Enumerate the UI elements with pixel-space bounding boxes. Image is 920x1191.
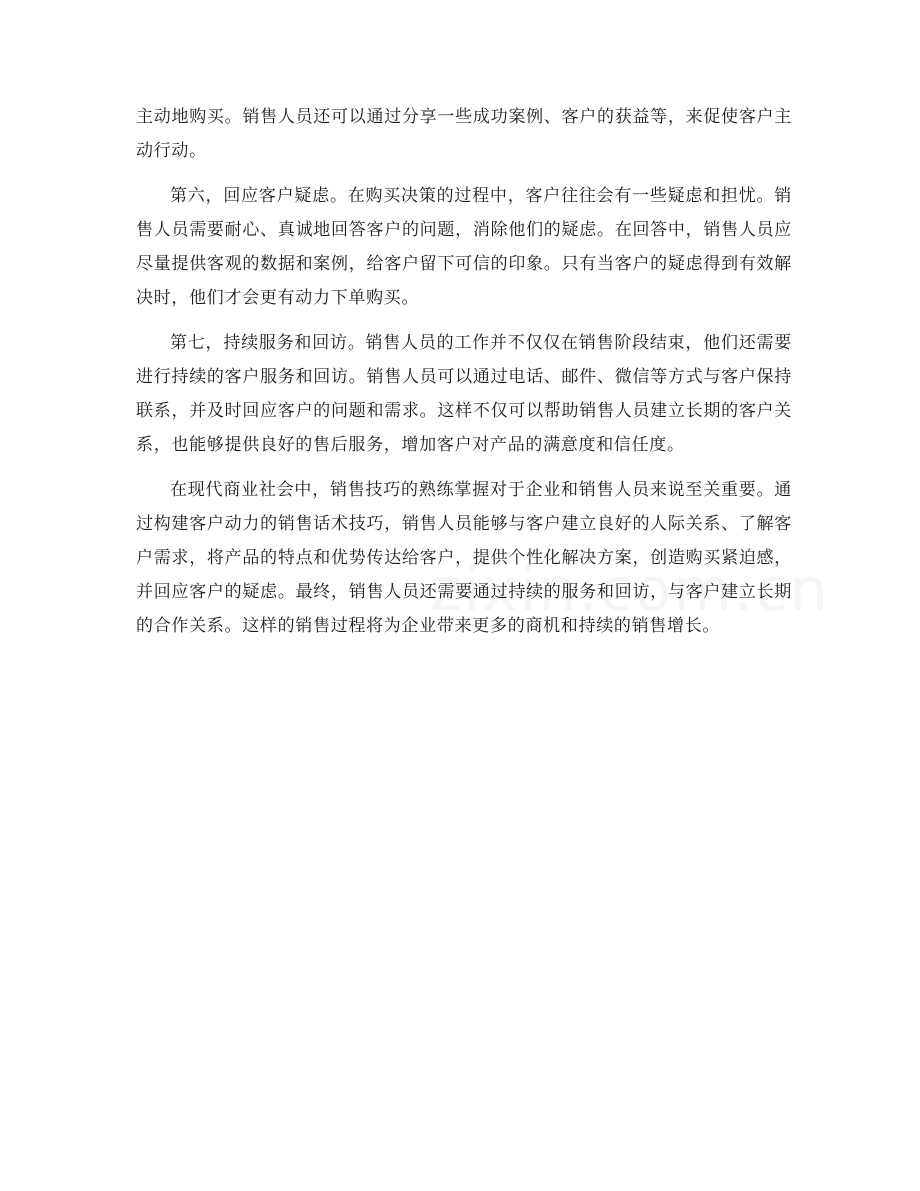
paragraph-step-seven: 第七，持续服务和回访。销售人员的工作并不仅仅在销售阶段结束，他们还需要进行持续的客户服务和回访。销售人员可以通过电话、邮件、微信等方式与客户保持联系，并及时回应客户的问题和需求。这样不仅可以帮助销售人员建立长期的客户关系，也能够提供良好的售后服务，增加客户对产品的满意度和信任度。 (136, 333, 792, 455)
watermark (430, 555, 830, 625)
paragraph-step-six: 第六，回应客户疑虑。在购买决策的过程中，客户往往会有一些疑虑和担忧。销售人员需要耐心、真诚地回答客户的问题，消除他们的疑虑。在回答中，销售人员应尽量提供客观的数据和案例，给客户留下可信的印象。只有当客户的疑虑得到有效解决时，他们才会更有动力下单购买。 (136, 186, 792, 308)
paragraph-continuation: 主动地购买。销售人员还可以通过分享一些成功案例、客户的获益等，来促使客户主动行动。 (136, 107, 792, 161)
paragraph-conclusion: 在现代商业社会中，销售技巧的熟练掌握对于企业和销售人员来说至关重要。通过构建客户动力的销售话术技巧，销售人员能够与客户建立良好的人际关系、了解客户需求，将产品的特点和优势传达给客户，提供个性化解决方案，创造购买紧迫感，并回应客户的疑虑。最终，销售人员还需要通过持续的服务和回访，与客户建立长期的合作关系。这样的销售过程将为企业带来更多的商机和持续的销售增长。 (136, 480, 792, 636)
